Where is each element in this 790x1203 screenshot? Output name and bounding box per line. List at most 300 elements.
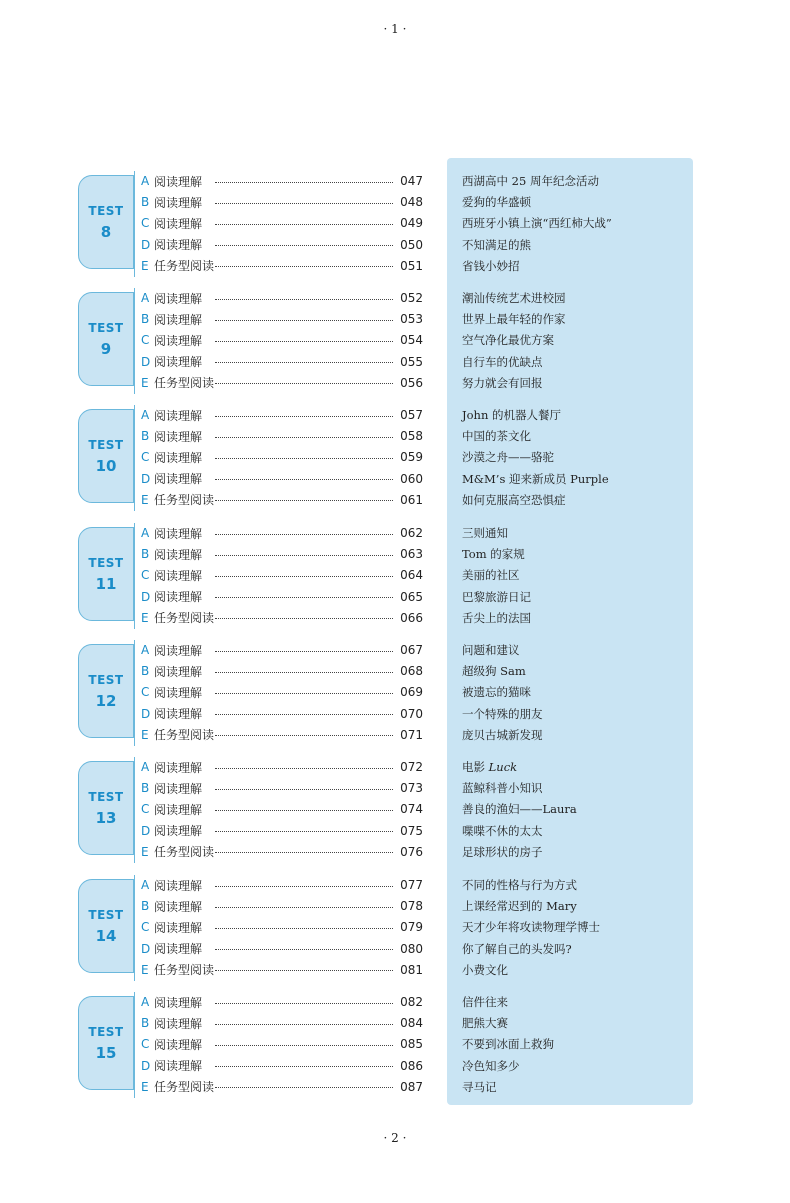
- toc-entry[interactable]: [141, 469, 423, 489]
- entry-topic[interactable]: [462, 447, 554, 467]
- dot-leader: [215, 1045, 393, 1046]
- entry-topic[interactable]: [462, 842, 543, 862]
- test-badge-label: TEST: [88, 555, 124, 570]
- test-badge-number: 15: [95, 1043, 117, 1062]
- dot-leader: [215, 886, 393, 887]
- entry-topic[interactable]: [462, 799, 577, 819]
- toc-entry[interactable]: [141, 352, 423, 372]
- dot-leader: [215, 735, 393, 736]
- section-divider: [134, 171, 135, 277]
- toc-entry[interactable]: [141, 544, 423, 564]
- entry-page-number: 048: [400, 195, 423, 210]
- entry-topic[interactable]: [462, 426, 531, 446]
- toc-entry[interactable]: [141, 875, 423, 895]
- dot-leader: [215, 970, 393, 971]
- test-block: [78, 286, 458, 396]
- dot-leader: [215, 437, 393, 438]
- entry-title: 阅读理解: [154, 995, 203, 1010]
- entry-page-number: 081: [400, 962, 423, 977]
- entry-topic-text: 蓝鲸科普小知识: [462, 781, 543, 796]
- entry-topic[interactable]: [462, 171, 599, 191]
- entry-topic-text: 如何克服高空恐惧症: [462, 492, 566, 507]
- toc-entry[interactable]: [141, 405, 423, 425]
- toc-entry[interactable]: [141, 565, 423, 585]
- entry-topic-text: 善良的渔妇——Laura: [462, 802, 577, 817]
- entry-topic-text: 不同的性格与行为方式: [462, 878, 577, 892]
- entry-letter: B: [141, 781, 150, 796]
- entry-topic[interactable]: [462, 288, 566, 308]
- test-badge-number: 11: [95, 574, 117, 593]
- entry-page-number: 067: [400, 643, 423, 657]
- entry-topic-text: 电影: [462, 760, 489, 774]
- dot-leader: [215, 224, 393, 225]
- toc-entry[interactable]: [141, 288, 423, 308]
- test-block: [78, 873, 458, 983]
- section-divider: [134, 875, 135, 981]
- toc-entry[interactable]: [141, 939, 423, 959]
- dot-leader: [215, 949, 393, 950]
- entry-topic-text: 爱狗的华盛顿: [462, 195, 531, 210]
- test-badge: [78, 761, 134, 855]
- entry-topic[interactable]: [462, 523, 508, 543]
- entry-topic-text: 世界上最年轻的作家: [462, 312, 566, 327]
- entry-topic[interactable]: [462, 640, 520, 660]
- entry-topic[interactable]: [462, 725, 543, 745]
- entry-topic-text: 美丽的社区: [462, 568, 520, 583]
- dot-leader: [215, 182, 393, 183]
- entry-letter: D: [141, 237, 151, 252]
- entry-letter: A: [141, 291, 150, 305]
- entry-topic-text: 问题和建议: [462, 643, 520, 657]
- entry-letter: C: [141, 333, 150, 348]
- entry-topic-text: 上课经常迟到的 Mary: [462, 899, 577, 914]
- entry-letter: B: [141, 312, 150, 327]
- toc-entry[interactable]: [141, 1013, 423, 1033]
- toc-entry[interactable]: [141, 587, 423, 607]
- entry-title: 阅读理解: [154, 824, 203, 839]
- dot-leader: [215, 693, 393, 694]
- entry-page-number: 062: [400, 526, 423, 540]
- entry-page-number: 058: [400, 429, 423, 444]
- entry-letter: A: [141, 174, 150, 188]
- entry-topic-text: 足球形状的房子: [462, 844, 543, 859]
- entry-topic[interactable]: [462, 235, 531, 255]
- entry-topic[interactable]: [462, 490, 566, 510]
- entry-topic-text: 三则通知: [462, 526, 508, 540]
- dot-leader: [215, 1024, 393, 1025]
- entry-page-number: 086: [400, 1058, 423, 1073]
- entry-letter: E: [141, 1079, 149, 1094]
- entry-page-number: 071: [400, 727, 423, 742]
- toc-entry[interactable]: [141, 640, 423, 660]
- dot-leader: [215, 928, 393, 929]
- dot-leader: [215, 907, 393, 908]
- entry-letter: D: [141, 823, 151, 838]
- entry-topic-text: 超级狗 Sam: [462, 664, 526, 679]
- entry-title: 阅读理解: [154, 333, 203, 348]
- section-divider: [134, 992, 135, 1098]
- test-block: [78, 403, 458, 513]
- test-badge: [78, 644, 134, 738]
- dot-leader: [215, 597, 393, 598]
- entry-topic[interactable]: [462, 1034, 554, 1054]
- entry-title: 阅读理解: [154, 643, 203, 658]
- dot-leader: [215, 362, 393, 363]
- entry-title: 阅读理解: [154, 760, 203, 775]
- entry-title: 阅读理解: [154, 664, 203, 679]
- entry-title: 阅读理解: [154, 291, 203, 306]
- entry-letter: E: [141, 844, 149, 859]
- entry-page-number: 080: [400, 941, 423, 956]
- entry-page-number: 051: [400, 258, 423, 273]
- entry-title: 阅读理解: [154, 707, 203, 722]
- entry-page-number: 047: [400, 174, 423, 188]
- entry-letter: E: [141, 727, 149, 742]
- entry-letter: A: [141, 878, 150, 892]
- toc-entry[interactable]: [141, 757, 423, 777]
- toc-entry[interactable]: [141, 256, 423, 276]
- entry-topic[interactable]: [462, 544, 525, 564]
- entry-topic-text: 你了解自己的头发吗?: [462, 941, 572, 956]
- entry-page-number: 065: [400, 589, 423, 604]
- dot-leader: [215, 789, 393, 790]
- entry-page-number: 056: [400, 375, 423, 390]
- entry-letter: E: [141, 492, 149, 507]
- test-badge-label: TEST: [88, 437, 124, 452]
- test-badge: [78, 292, 134, 386]
- entry-topic-text: 肥熊大赛: [462, 1016, 508, 1031]
- entry-page-number: 054: [400, 333, 423, 348]
- entry-topic-text: 西湖高中 25 周年纪念活动: [462, 174, 599, 188]
- toc-entry[interactable]: [141, 235, 423, 255]
- test-badge: [78, 527, 134, 621]
- entry-title: 阅读理解: [154, 216, 203, 231]
- test-badge-number: 10: [95, 456, 117, 475]
- entry-topic[interactable]: [462, 309, 566, 329]
- entry-topic[interactable]: [462, 565, 520, 585]
- entry-topic-text: John 的机器人餐厅: [462, 408, 562, 422]
- toc-entry[interactable]: [141, 778, 423, 798]
- entry-title: 阅读理解: [154, 547, 203, 562]
- toc-entry[interactable]: [141, 821, 423, 841]
- entry-topic[interactable]: [462, 405, 561, 425]
- dot-leader: [215, 1066, 393, 1067]
- page-number-top: · 1 ·: [383, 22, 407, 36]
- toc-entry[interactable]: [141, 842, 423, 862]
- entry-letter: E: [141, 610, 149, 625]
- entry-title: 阅读理解: [154, 781, 203, 796]
- entry-topic-text: 自行车的优缺点: [462, 354, 543, 369]
- entry-topic[interactable]: [462, 469, 609, 489]
- entry-page-number: 061: [400, 492, 423, 507]
- toc-entry[interactable]: [141, 682, 423, 702]
- entry-title: 任务型阅读: [154, 259, 215, 274]
- entry-letter: E: [141, 962, 149, 977]
- section-divider: [134, 288, 135, 394]
- entry-topic[interactable]: [462, 778, 543, 798]
- entry-title: 阅读理解: [154, 899, 203, 914]
- entry-letter: A: [141, 760, 150, 774]
- dot-leader: [215, 618, 393, 619]
- entry-title: 阅读理解: [154, 450, 203, 465]
- entry-letter: C: [141, 920, 150, 935]
- entry-topic-text: 不要到冰面上救狗: [462, 1037, 554, 1052]
- entry-letter: B: [141, 664, 150, 679]
- section-divider: [134, 640, 135, 746]
- toc-entry[interactable]: [141, 213, 423, 233]
- entry-title: 阅读理解: [154, 1016, 203, 1031]
- entry-topic-text: 天才少年将攻读物理学博士: [462, 920, 600, 935]
- entry-topic[interactable]: [462, 373, 543, 393]
- entry-topic[interactable]: [462, 682, 531, 702]
- dot-leader: [215, 1003, 393, 1004]
- entry-title: 任务型阅读: [154, 493, 215, 508]
- test-block: [78, 755, 458, 865]
- dot-leader: [215, 203, 393, 204]
- entry-title: 任务型阅读: [154, 845, 215, 860]
- dot-leader: [215, 768, 393, 769]
- page-number-bottom: · 2 ·: [383, 1131, 407, 1145]
- entry-letter: A: [141, 643, 150, 657]
- toc-entry[interactable]: [141, 725, 423, 745]
- entry-topic[interactable]: [462, 1013, 508, 1033]
- dot-leader: [215, 245, 393, 246]
- entry-topic[interactable]: [462, 757, 517, 777]
- dot-leader: [215, 576, 393, 577]
- entry-letter: A: [141, 526, 150, 540]
- dot-leader: [215, 534, 393, 535]
- entry-page-number: 059: [400, 450, 423, 465]
- section-divider: [134, 757, 135, 863]
- entry-page-number: 060: [400, 471, 423, 486]
- entry-page-number: 053: [400, 312, 423, 327]
- toc-entry[interactable]: [141, 661, 423, 681]
- entry-page-number: 057: [400, 408, 423, 422]
- test-badge: [78, 879, 134, 973]
- entry-letter: A: [141, 408, 150, 422]
- entry-letter: E: [141, 375, 149, 390]
- entry-topic[interactable]: [462, 992, 508, 1012]
- toc-entry[interactable]: [141, 1077, 423, 1097]
- entry-topic[interactable]: [462, 587, 531, 607]
- entry-letter: D: [141, 589, 151, 604]
- entry-topic-text: 沙漠之舟——骆驼: [462, 450, 554, 465]
- toc-entry[interactable]: [141, 490, 423, 510]
- entry-page-number: 066: [400, 610, 423, 625]
- entry-title: 阅读理解: [154, 429, 203, 444]
- entry-title: 任务型阅读: [154, 728, 215, 743]
- test-badge-label: TEST: [88, 907, 124, 922]
- test-badge-number: 12: [95, 691, 117, 710]
- entry-page-number: 055: [400, 354, 423, 369]
- entry-topic[interactable]: [462, 192, 531, 212]
- section-divider: [134, 405, 135, 511]
- dot-leader: [215, 299, 393, 300]
- entry-letter: D: [141, 706, 151, 721]
- entry-topic[interactable]: [462, 1056, 520, 1076]
- toc-entry[interactable]: [141, 917, 423, 937]
- toc-entry[interactable]: [141, 608, 423, 628]
- entry-letter: C: [141, 568, 150, 583]
- test-badge-label: TEST: [88, 203, 124, 218]
- entry-page-number: 052: [400, 291, 423, 305]
- entry-topic-text: 巴黎旅游日记: [462, 589, 531, 604]
- entry-letter: B: [141, 899, 150, 914]
- test-badge-number: 9: [100, 339, 112, 358]
- entry-letter: D: [141, 941, 151, 956]
- dot-leader: [215, 341, 393, 342]
- entry-page-number: 064: [400, 568, 423, 583]
- entry-page-number: 087: [400, 1079, 423, 1094]
- test-block: [78, 169, 458, 279]
- entry-page-number: 069: [400, 685, 423, 700]
- entry-title: 阅读理解: [154, 238, 203, 253]
- entry-title: 阅读理解: [154, 472, 203, 487]
- entry-title: 阅读理解: [154, 526, 203, 541]
- entry-title: 任务型阅读: [154, 1080, 215, 1095]
- entry-letter: C: [141, 1037, 150, 1052]
- entry-topic[interactable]: [462, 917, 600, 937]
- dot-leader: [215, 831, 393, 832]
- entry-page-number: 084: [400, 1016, 423, 1031]
- test-badge-label: TEST: [88, 320, 124, 335]
- entry-topic-text: 努力就会有回报: [462, 375, 543, 390]
- toc-entry[interactable]: [141, 799, 423, 819]
- dot-leader: [215, 458, 393, 459]
- entry-page-number: 049: [400, 216, 423, 231]
- entry-title: 阅读理解: [154, 878, 203, 893]
- dot-leader: [215, 714, 393, 715]
- entry-title: 阅读理解: [154, 568, 203, 583]
- entry-topic-text: 喋喋不休的太太: [462, 823, 543, 838]
- entry-topic[interactable]: [462, 256, 520, 276]
- toc-entry[interactable]: [141, 992, 423, 1012]
- entry-topic-text: 一个特殊的朋友: [462, 706, 543, 721]
- entry-topic[interactable]: [462, 352, 543, 372]
- dot-leader: [215, 320, 393, 321]
- entry-title: 阅读理解: [154, 1037, 203, 1052]
- entry-topic[interactable]: [462, 330, 554, 350]
- entry-page-number: 072: [400, 760, 423, 774]
- entry-letter: C: [141, 450, 150, 465]
- entry-topic-text: 中国的茶文化: [462, 429, 531, 444]
- entry-topic-italic: Luck: [488, 760, 518, 774]
- entry-topic[interactable]: [462, 661, 526, 681]
- entry-page-number: 070: [400, 706, 423, 721]
- toc-entry[interactable]: [141, 523, 423, 543]
- dot-leader: [215, 383, 393, 384]
- entry-letter: D: [141, 471, 151, 486]
- toc-entry[interactable]: [141, 960, 423, 980]
- entry-topic[interactable]: [462, 821, 543, 841]
- entry-letter: B: [141, 547, 150, 562]
- dot-leader: [215, 479, 393, 480]
- entry-title: 任务型阅读: [154, 963, 215, 978]
- toc-entry[interactable]: [141, 447, 423, 467]
- entry-topic-text: 潮汕传统艺术进校园: [462, 291, 566, 305]
- dot-leader: [215, 266, 393, 267]
- entry-topic-text: 冷色知多少: [462, 1058, 520, 1073]
- dot-leader: [215, 672, 393, 673]
- entry-page-number: 076: [400, 844, 423, 859]
- entry-title: 阅读理解: [154, 685, 203, 700]
- entry-topic[interactable]: [462, 213, 612, 233]
- entry-topic[interactable]: [462, 896, 577, 916]
- entry-letter: C: [141, 802, 150, 817]
- entry-topic-text: Tom 的家规: [462, 547, 525, 562]
- entry-topic[interactable]: [462, 704, 543, 724]
- entry-letter: E: [141, 258, 149, 273]
- entry-title: 任务型阅读: [154, 611, 215, 626]
- toc-entry[interactable]: [141, 1056, 423, 1076]
- entry-topic[interactable]: [462, 1077, 497, 1097]
- entry-title: 阅读理解: [154, 802, 203, 817]
- toc-entry[interactable]: [141, 373, 423, 393]
- entry-topic-text: 小费文化: [462, 962, 508, 977]
- toc-entry[interactable]: [141, 171, 423, 191]
- entry-letter: A: [141, 995, 150, 1009]
- entry-letter: B: [141, 1016, 150, 1031]
- entry-topic[interactable]: [462, 608, 531, 628]
- entry-title: 阅读理解: [154, 590, 203, 605]
- toc-entry[interactable]: [141, 896, 423, 916]
- toc-entry[interactable]: [141, 309, 423, 329]
- entry-page-number: 050: [400, 237, 423, 252]
- dot-leader: [215, 852, 393, 853]
- entry-letter: B: [141, 195, 150, 210]
- dot-leader: [215, 500, 393, 501]
- test-badge-number: 14: [95, 926, 117, 945]
- test-badge: [78, 996, 134, 1090]
- entry-letter: D: [141, 1058, 151, 1073]
- test-badge-label: TEST: [88, 672, 124, 687]
- entry-topic-text: 空气净化最优方案: [462, 333, 554, 348]
- entry-page-number: 085: [400, 1037, 423, 1052]
- entry-topic-text: 西班牙小镇上演“西红柿大战”: [462, 216, 612, 231]
- section-divider: [134, 523, 135, 629]
- entry-title: 阅读理解: [154, 1059, 203, 1074]
- dot-leader: [215, 810, 393, 811]
- entry-page-number: 068: [400, 664, 423, 679]
- entry-page-number: 082: [400, 995, 423, 1009]
- entry-title: 阅读理解: [154, 408, 203, 423]
- entry-topic[interactable]: [462, 875, 577, 895]
- entry-page-number: 074: [400, 802, 423, 817]
- toc-entry[interactable]: [141, 192, 423, 212]
- toc-entry[interactable]: [141, 426, 423, 446]
- dot-leader: [215, 416, 393, 417]
- entry-topic[interactable]: [462, 939, 572, 959]
- toc-entry[interactable]: [141, 330, 423, 350]
- test-badge-number: 13: [95, 808, 117, 827]
- entry-title: 阅读理解: [154, 942, 203, 957]
- entry-title: 阅读理解: [154, 174, 203, 189]
- toc-entry[interactable]: [141, 1034, 423, 1054]
- entry-topic-text: M&M’s 迎来新成员 Purple: [462, 471, 609, 486]
- entry-title: 任务型阅读: [154, 376, 215, 391]
- toc-entry[interactable]: [141, 704, 423, 724]
- entry-letter: C: [141, 685, 150, 700]
- entry-title: 阅读理解: [154, 920, 203, 935]
- entry-page-number: 079: [400, 920, 423, 935]
- dot-leader: [215, 651, 393, 652]
- entry-letter: D: [141, 354, 151, 369]
- test-badge-label: TEST: [88, 1024, 124, 1039]
- entry-topic[interactable]: [462, 960, 508, 980]
- entry-page-number: 078: [400, 899, 423, 914]
- entry-page-number: 073: [400, 781, 423, 796]
- test-badge: [78, 409, 134, 503]
